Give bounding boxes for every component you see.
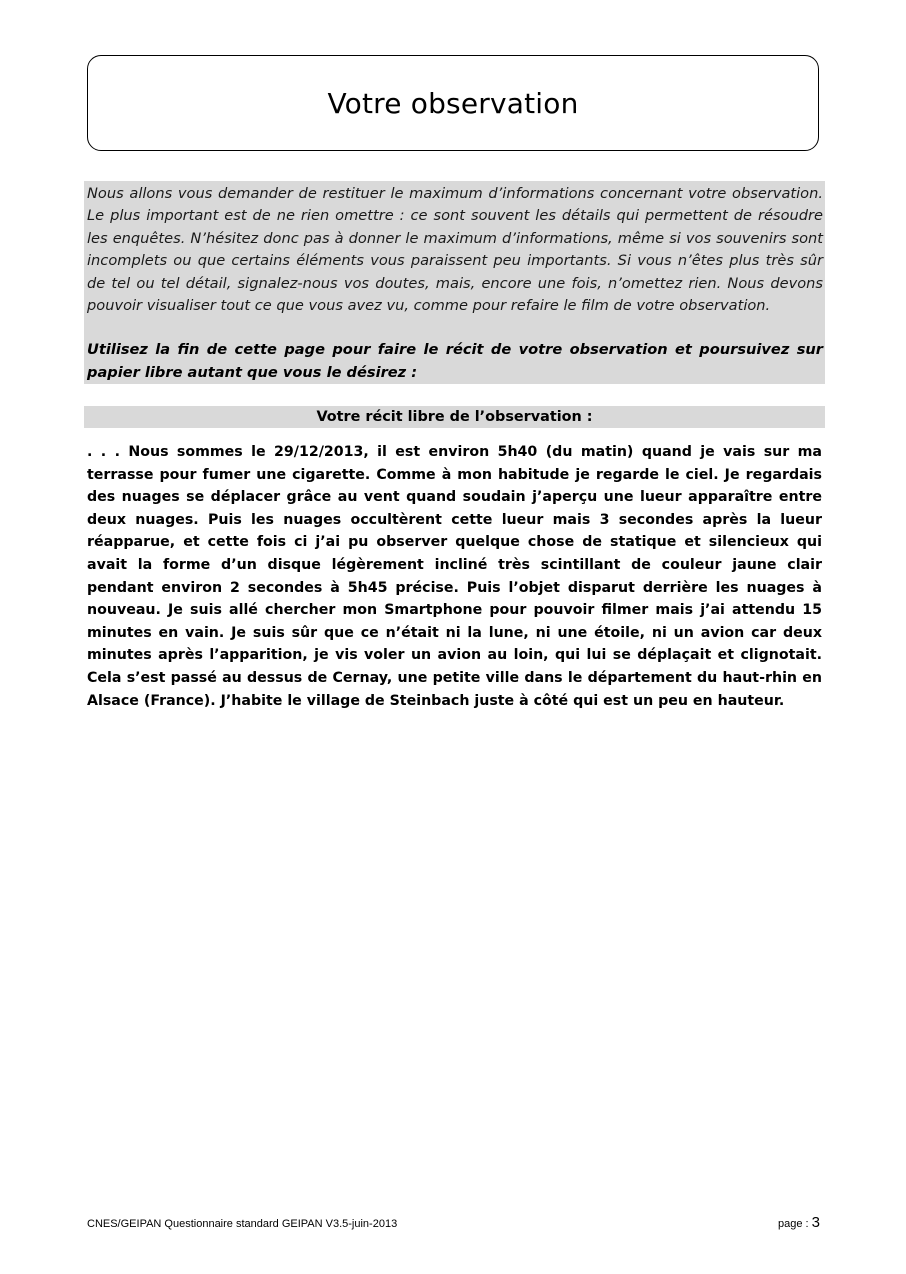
recit-heading: Votre récit libre de l’observation : — [316, 409, 593, 425]
page-title: Votre observation — [327, 86, 579, 120]
recit-heading-bar — [84, 406, 825, 428]
title-box — [87, 55, 819, 151]
recit-text: . . . Nous sommes le 29/12/2013, il est environ 5h40 (du matin) quand je vais sur ma terrasse pour fumer une cigarette. Comme à mon habitude je regarde le ciel. Je regardais des nuages se déplacer grâce au vent quand soudain j’aperçu une lueur apparaître entre deux nuages. Puis les nuages occultèrent cette lueur mais 3 secondes après la lueur réapparue, et cette fois ci j’ai pu observer quelque chose de statique et silencieux qui avait la forme d’un disque légèrement incliné très scintillant de couleur jaune clair pendant environ 2 secondes à 5h45 précise. Puis l’objet disparut derrière les nuages à nouveau. Je suis allé chercher mon Smartphone pour pouvoir filmer mais j’ai attendu 15 minutes en vain. Je suis sûr que ce n’était ni la lune, ni une étoile, ni un avion car deux minutes après l’apparition, je vis voler un avion au loin, qui lui se déplaçait et clignotait. Cela s’est passé au dessus de Cernay, une petite ville dans le département du haut-rhin en Alsace (France). J’habite le village de Steinbach juste à côté qui est un peu en hauteur. — [87, 444, 822, 709]
footer-page-number: 3 — [811, 1214, 820, 1231]
intro-paragraph: Nous allons vous demander de restituer le maximum d’informations concernant votre observation. Le plus important est de ne rien omettre : ce sont souvent les détails qui permettent de résoudre les enquêtes. N’hésitez donc pas à donner le maximum d’informations, même si vos souvenirs sont incomplets ou que certains éléments vous paraissent peu importants. Si vous n’êtes plus très sûr de tel ou tel détail, signalez-nous vos doutes, mais, encore une fois, n’omettez rien. Nous devons pouvoir visualiser tout ce que vous avez vu, comme pour refaire le film de votre observation. — [87, 185, 823, 315]
footer-document-ref: CNES/GEIPAN Questionnaire standard GEIPAN V3.5-juin-2013 — [87, 1218, 398, 1230]
intro-box — [84, 181, 825, 384]
intro-instruction: Utilisez la fin de cette page pour faire le récit de votre observation et poursuivez sur papier libre autant que vous le désirez : — [87, 341, 823, 381]
footer-page-indicator — [778, 1214, 820, 1231]
footer-page-label: page : — [778, 1218, 812, 1230]
